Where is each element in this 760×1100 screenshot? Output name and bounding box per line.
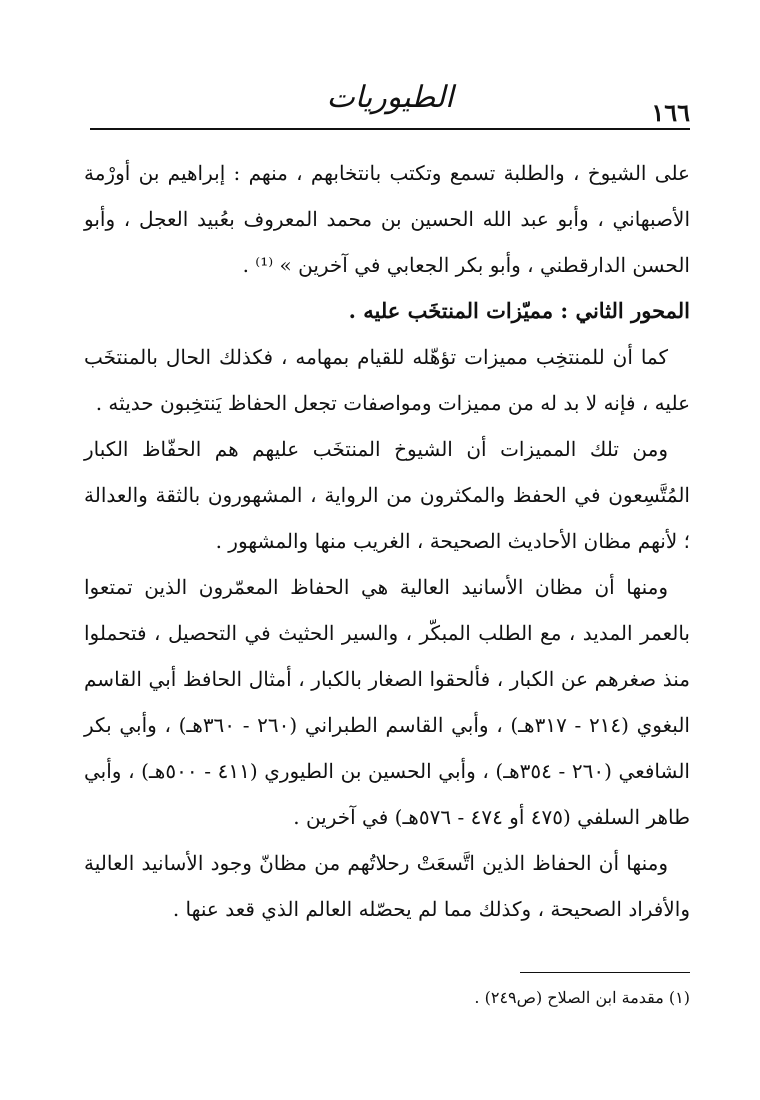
paragraph-5: ومنها أن الحفاظ الذين اتَّسعَتْ رحلاتُهم من مظانّ وجود الأسانيد العالية والأفراد الصحيحة ، وكذلك مما لم يحصّله العالم الذي قعد عنها . — [84, 851, 690, 921]
paragraph-4: ومنها أن مظان الأسانيد العالية هي الحفاظ المعمّرون الذين تمتعوا بالعمر المديد ، مع الطلب المبكّر ، والسير الحثيث في التحصيل ، فتحملوا منذ صغرهم عن الكبار ، فألحقوا الصغار بالكبار ، أمثال الحافظ أبي القاسم البغوي (٢١٤ - ٣١٧هـ) ، وأبي القاسم الطبراني (٢٦٠ - ٣٦٠هـ) ، وأبي بكر الشافعي (٢٦٠ - ٣٥٤هـ) ، وأبي الحسين بن الطيوري (٤١١ - ٥٠٠هـ) ، وأبي طاهر السلفي (٤٧٥ أو ٤٧٤ - ٥٧٦هـ) في آخرين . — [84, 575, 690, 829]
page-number: ١٦٦ — [651, 98, 690, 127]
header-rule — [90, 128, 690, 130]
paragraph-1: على الشيوخ ، والطلبة تسمع وتكتب بانتخابهم ، منهم : إبراهيم بن أورْمة الأصبهاني ، وأبو عبد الله الحسين بن محمد المعروف بعُبيد العجل ، وأبو الحسن الدارقطني ، وأبو بكر الجعابي في آخرين » ⁽¹⁾ . — [84, 161, 690, 277]
footnote: (١) مقدمة ابن الصلاح (ص٢٤٩) . — [474, 988, 690, 1007]
footnote-rule — [520, 972, 690, 973]
paragraph-2: كما أن للمنتخِب مميزات تؤهّله للقيام بمهامه ، فكذلك الحال بالمنتخَب عليه ، فإنه لا بد له من مميزات ومواصفات تجعل الحفاظ يَنتخِبون حديثه . — [84, 345, 690, 415]
paragraph-3: ومن تلك المميزات أن الشيوخ المنتخَب عليهم هم الحفّاظ الكبار المُتَّسِعون في الحفظ والمكثرون من الرواية ، المشهورون بالثقة والعدالة ؛ لأنهم مظان الأحاديث الصحيحة ، الغريب منها والمشهور . — [84, 437, 690, 553]
page-body — [84, 150, 690, 932]
section-heading: المحور الثاني : مميّزات المنتخَب عليه . — [348, 298, 690, 323]
running-title: الطيوريات — [326, 80, 454, 115]
page-header — [90, 70, 690, 130]
